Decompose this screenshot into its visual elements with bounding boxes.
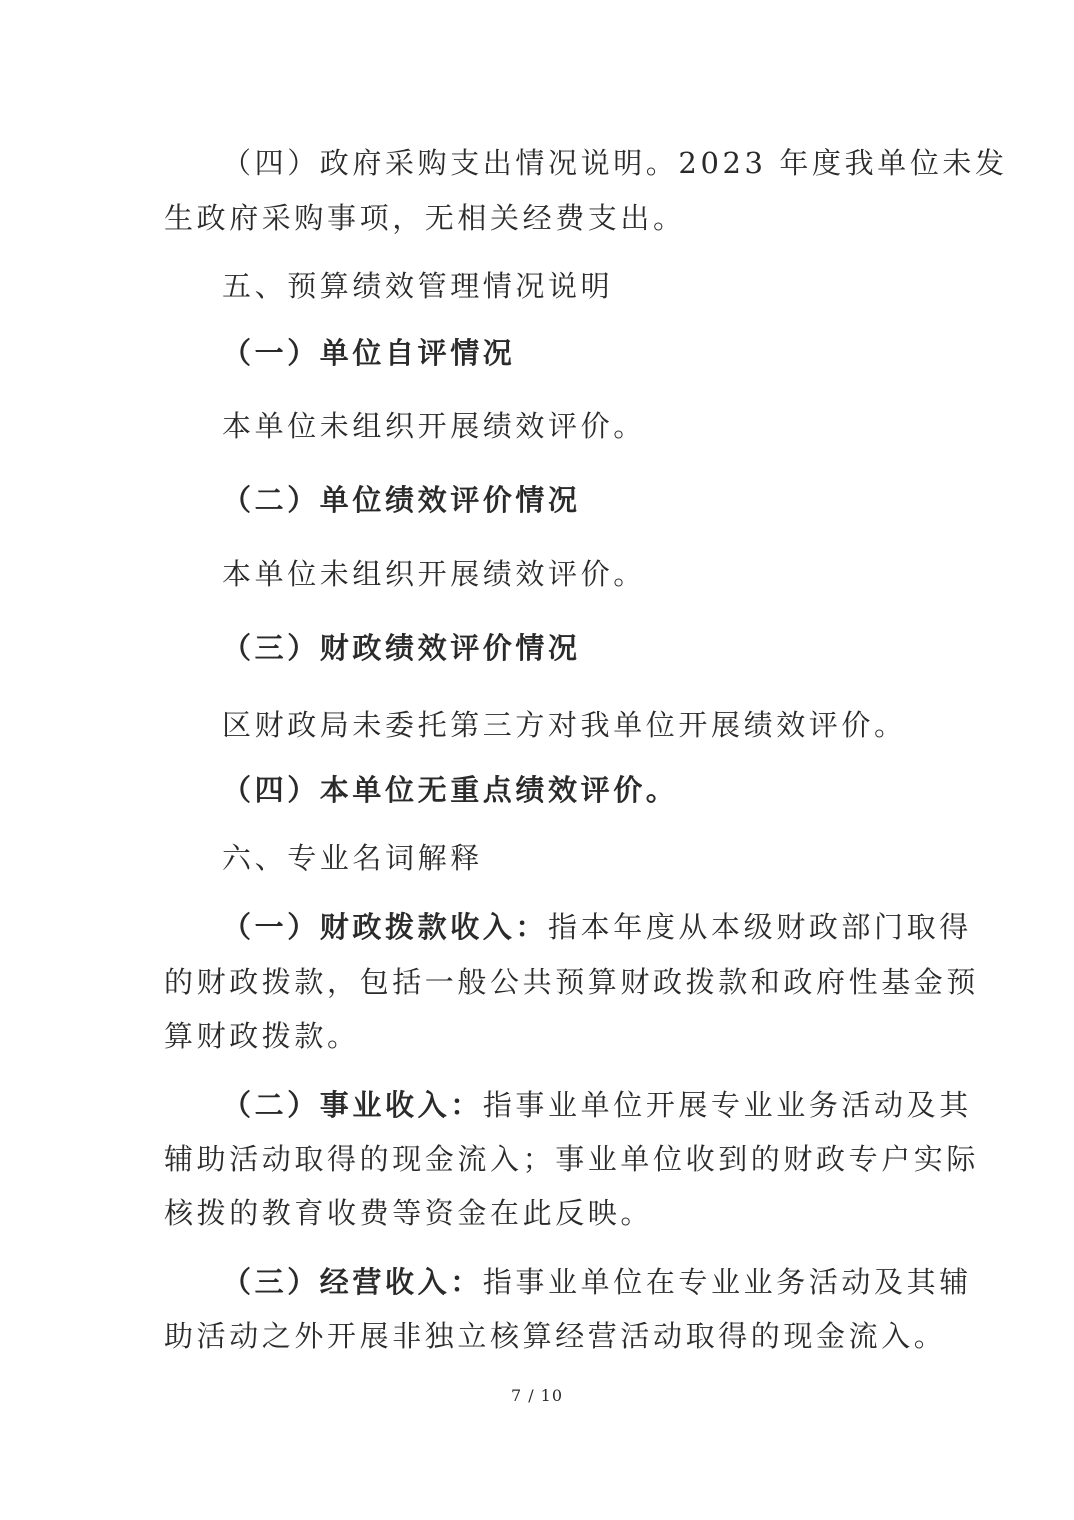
glossary-term-business-income: （二）事业收入：	[222, 1088, 483, 1122]
glossary-definition-text: 指事业单位开展专业业务活动及其	[482, 1088, 972, 1122]
glossary-item-1-line-2: 的财政拨款，包括一般公共预算财政拨款和政府性基金预	[164, 965, 980, 999]
paragraph-procurement-line-1: （四）政府采购支出情况说明。2023 年度我单位未发	[222, 146, 1008, 180]
glossary-item-2-line-3: 核拨的教育收费等资金在此反映。	[164, 1196, 654, 1230]
paragraph-procurement-line-2: 生政府采购事项，无相关经费支出。	[164, 201, 686, 235]
glossary-item-1-line-1	[222, 907, 972, 947]
glossary-item-2-line-1	[222, 1085, 972, 1125]
paragraph-finance-evaluation: 区财政局未委托第三方对我单位开展绩效评价。	[222, 708, 907, 742]
paragraph-self-evaluation: 本单位未组织开展绩效评价。	[222, 409, 646, 443]
paragraph-unit-evaluation: 本单位未组织开展绩效评价。	[222, 557, 646, 591]
subheading-key-evaluation: （四）本单位无重点绩效评价。	[222, 773, 679, 807]
subheading-finance-evaluation: （三）财政绩效评价情况	[222, 631, 581, 665]
page-number: 7 / 10	[510, 1386, 564, 1405]
glossary-term-fiscal-appropriation: （一）财政拨款收入：	[222, 910, 549, 944]
glossary-item-3-line-1	[222, 1262, 972, 1302]
glossary-term-operating-income: （三）经营收入：	[222, 1265, 483, 1299]
glossary-definition-text: 指本年度从本级财政部门取得	[548, 910, 972, 944]
glossary-item-1-line-3: 算财政拨款。	[164, 1019, 360, 1053]
glossary-item-3-line-2: 助活动之外开展非独立核算经营活动取得的现金流入。	[164, 1319, 947, 1353]
subheading-self-evaluation: （一）单位自评情况	[222, 336, 516, 370]
glossary-item-2-line-2: 辅助活动取得的现金流入；事业单位收到的财政专户实际	[164, 1142, 980, 1176]
subheading-unit-evaluation: （二）单位绩效评价情况	[222, 483, 581, 517]
section-heading-performance: 五、预算绩效管理情况说明	[222, 269, 614, 303]
glossary-definition-text: 指事业单位在专业业务活动及其辅	[482, 1265, 972, 1299]
section-heading-glossary: 六、专业名词解释	[222, 841, 483, 875]
